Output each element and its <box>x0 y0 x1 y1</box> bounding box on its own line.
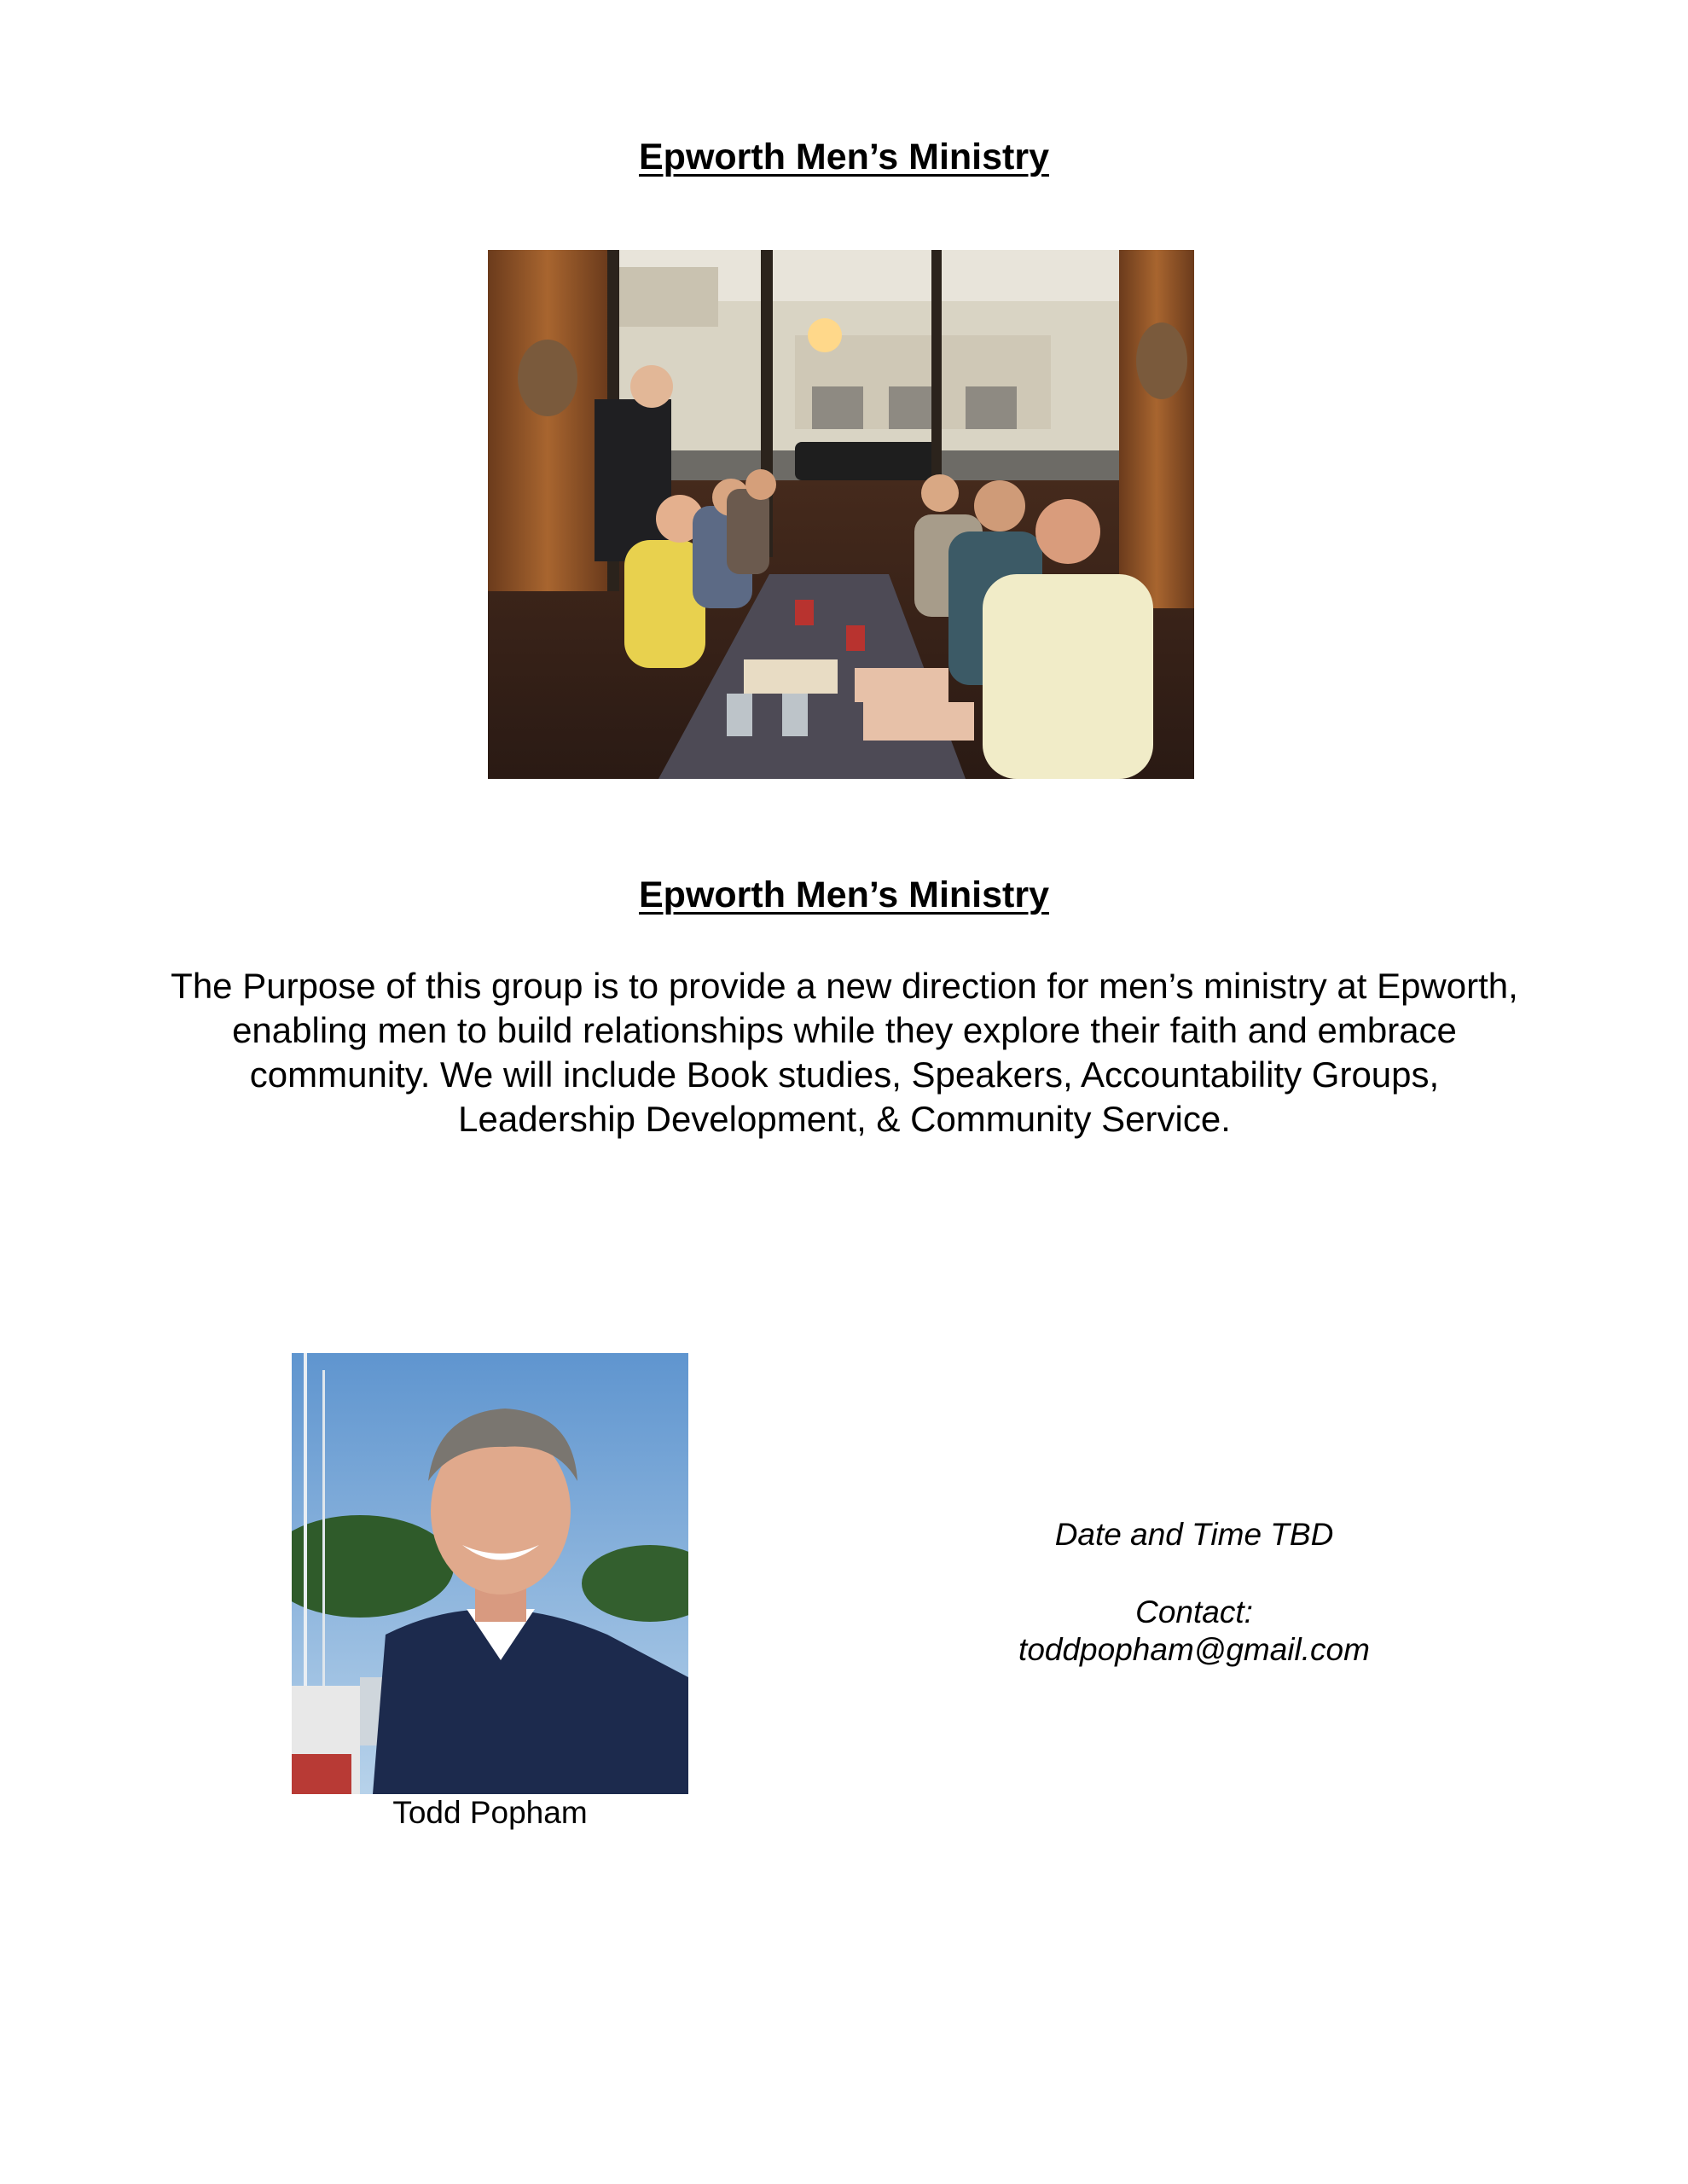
purpose-paragraph: The Purpose of this group is to provide a new direction for men’s ministry at Epworth, enabling men to build relationships while they explore their faith and embrace community. We will include Book studies, Speakers, Accountability Groups, Leadership Development, & Community Service. <box>171 966 1518 1139</box>
group-photo <box>488 250 1194 779</box>
leader-name-caption: Todd Popham <box>392 1795 588 1830</box>
leader-portrait-photo <box>292 1353 688 1794</box>
page-title: Epworth Men’s Ministry <box>639 136 1049 177</box>
section-title: Epworth Men’s Ministry <box>639 874 1049 915</box>
contact-label: Contact: <box>1135 1594 1253 1629</box>
contact-email[interactable]: toddpopham@gmail.com <box>1018 1632 1370 1667</box>
date-time-text: Date and Time TBD <box>1054 1517 1334 1552</box>
